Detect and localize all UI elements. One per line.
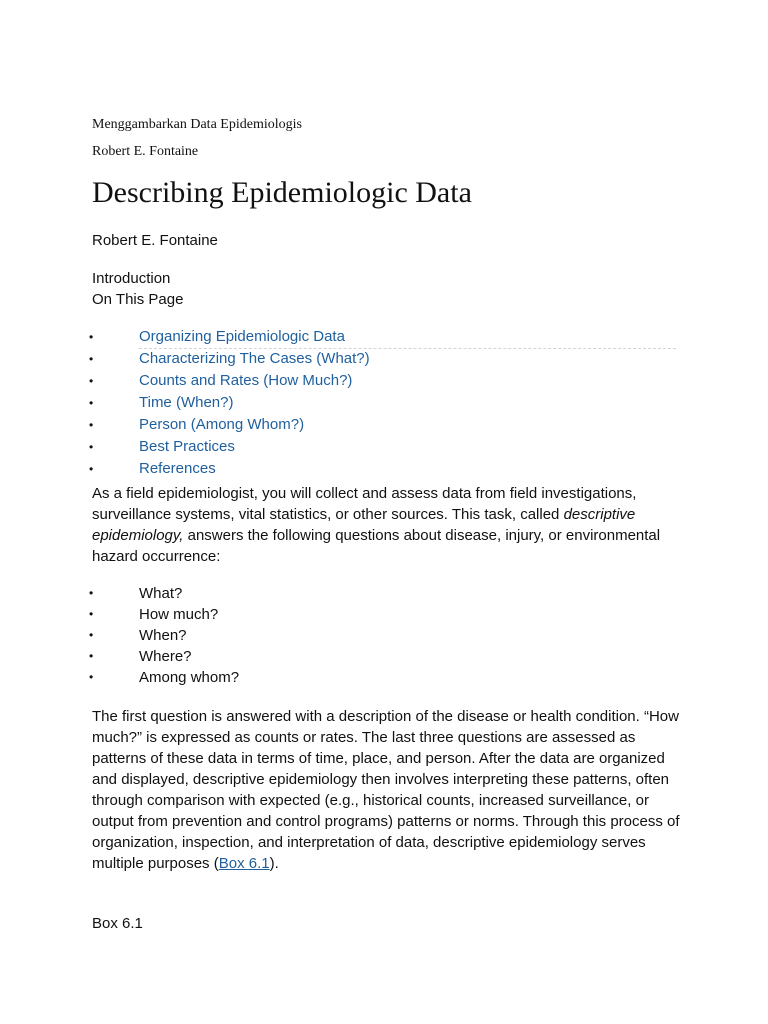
question-text: Where?	[139, 648, 192, 665]
dashed-divider	[139, 348, 676, 349]
description-end: ).	[269, 855, 279, 872]
description-paragraph	[92, 706, 692, 874]
toc-link-organizing[interactable]: Organizing Epidemiologic Data	[139, 328, 345, 345]
toc-link-references[interactable]: References	[139, 460, 216, 477]
bullet-icon: •	[89, 374, 94, 388]
document-author-top: Robert E. Fontaine	[92, 144, 199, 159]
question-text: What?	[139, 585, 183, 602]
bullet-icon: •	[89, 396, 94, 410]
bullet-icon: •	[89, 330, 94, 344]
introduction-heading: Introduction	[92, 270, 171, 287]
on-this-page-heading: On This Page	[92, 291, 184, 308]
description-text: The first question is answered with a description of the disease or health condition. “How much?” is expressed as counts or rates. The last three questions are assessed as patterns of these data in terms of time, place, and person. After the data are organized and displayed, descriptive epidemiology then involves interpreting these patterns, often through comparison with expected (e.g., historical counts, increased surveillance, or output from prevention and control programs) patterns or norms. Through this process of organization, inspection, and interpretation of data, descriptive epidemiology serves multiple purposes (	[92, 708, 680, 872]
box-6-1-link[interactable]: Box 6.1	[218, 855, 270, 872]
toc-link-person[interactable]: Person (Among Whom?)	[139, 416, 305, 433]
bullet-icon: •	[89, 607, 94, 621]
intro-text-before: As a field epidemiologist, you will collect and assess data from field investigations, surveillance systems, vital statistics, or other sources. This task, called	[92, 485, 637, 523]
page-title: Describing Epidemiologic Data	[92, 176, 472, 209]
author-line: Robert E. Fontaine	[92, 232, 218, 249]
intro-term: descriptive epidemiology,	[92, 506, 636, 544]
document-subtitle: Menggambarkan Data Epidemiologis	[92, 117, 302, 132]
box-label: Box 6.1	[92, 915, 143, 932]
bullet-icon: •	[89, 352, 94, 366]
bullet-icon: •	[89, 440, 94, 454]
toc-link-characterizing[interactable]: Characterizing The Cases (What?)	[139, 350, 370, 367]
bullet-icon: •	[89, 462, 94, 476]
bullet-icon: •	[89, 586, 94, 600]
toc-link-best-practices[interactable]: Best Practices	[139, 438, 235, 455]
toc-link-time[interactable]: Time (When?)	[139, 394, 234, 411]
question-text: How much?	[139, 606, 219, 623]
bullet-icon: •	[89, 628, 94, 642]
intro-paragraph	[92, 483, 692, 567]
question-text: Among whom?	[139, 669, 240, 686]
bullet-icon: •	[89, 670, 94, 684]
bullet-icon: •	[89, 418, 94, 432]
question-text: When?	[139, 627, 187, 644]
intro-text-after: answers the following questions about disease, injury, or environmental hazard occurrence:	[92, 527, 661, 565]
bullet-icon: •	[89, 649, 94, 663]
toc-link-counts-rates[interactable]: Counts and Rates (How Much?)	[139, 372, 353, 389]
